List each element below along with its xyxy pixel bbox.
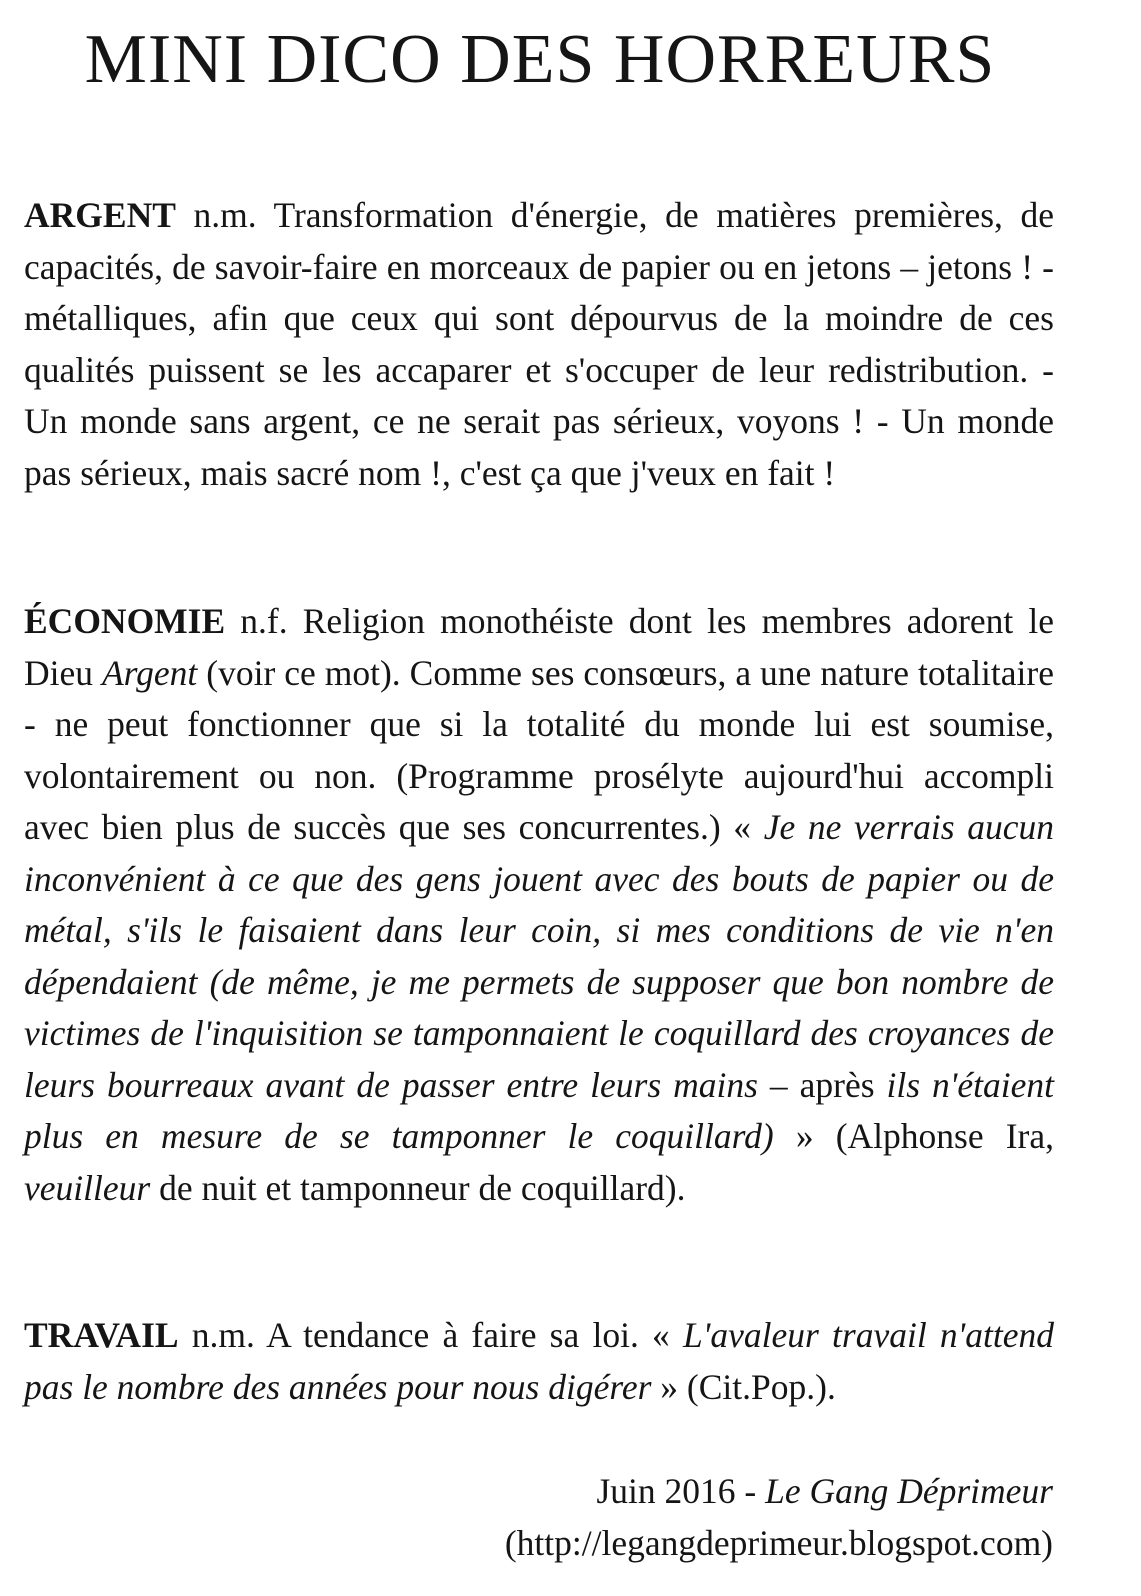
- footer-date: Juin 2016 -: [596, 1471, 766, 1511]
- entry-term: ÉCONOMIE: [24, 601, 226, 641]
- entry-definition: (voir ce mot). Comme ses consœurs, a une nature totalitaire - ne peut fonctionner que si la totalité du monde lui est soumise, volontairement ou non. (Programme prosélyte aujourd'hui accompli avec bien plus de succès que ses concurrentes.) «: [24, 652, 1054, 847]
- entry-definition: n.m. Transformation d'énergie, de matières premières, de capacités, de savoir-faire en morceaux de papier ou en jetons – jetons ! - métalliques, afin que ceux qui sont dépourvus de la moindre de ces qualités puissent se les accaparer et s'occuper de leur redistribution. - Un monde sans argent, ce ne serait pas sérieux, voyons ! - Un monde pas sérieux, mais sacré nom !, c'est ça que j'veux en fait !: [24, 195, 1054, 493]
- entry-definition: de nuit et tamponneur de coquillard).: [150, 1167, 686, 1208]
- entry-definition: n.m. A tendance à faire sa loi. «: [178, 1315, 684, 1355]
- entry-quote: L'avaleur travail n'attend pas le nombre des années pour nous digérer: [24, 1315, 1055, 1407]
- entry-term: ARGENT: [24, 195, 176, 235]
- entry-quote: Je ne verrais aucun inconvénient à ce que des gens jouent avec des bouts de papier ou de métal, s'ils le faisaient dans leur coin, si mes conditions de vie n'en dépendaient (de même, je me permets de supposer que bon nombre de victimes de l'inquisition se tamponnaient le coquillard des croyances de leurs bourreaux avant de passer entre leurs mains: [24, 807, 1054, 1105]
- entry-quote: ils n'étaient plus en mesure de se tamponner le coquillard): [24, 1064, 1054, 1156]
- footer-url: (http://legangdeprimeur.blogspot.com): [504, 1523, 1053, 1563]
- entry-italic-reference: Argent: [101, 652, 198, 693]
- entry-definition: » (Alphonse Ira,: [773, 1116, 1054, 1156]
- entry-argent: [24, 190, 1054, 499]
- entry-definition: – après: [757, 1064, 887, 1105]
- entry-travail: [24, 1310, 1054, 1413]
- entry-italic-word: veuilleur: [24, 1167, 151, 1208]
- entry-term: TRAVAIL: [24, 1315, 179, 1355]
- entry-economie: [24, 596, 1054, 1214]
- footer: [505, 1465, 1053, 1569]
- entry-definition: » (Cit.Pop.).: [651, 1366, 836, 1407]
- page-title: MINI DICO DES HORREURS: [84, 21, 996, 98]
- entry-definition: n.f. Religion monothéiste dont les membres adorent le Dieu: [24, 601, 1054, 693]
- footer-author: Le Gang Déprimeur: [765, 1471, 1053, 1511]
- footer-signature: [505, 1465, 1053, 1517]
